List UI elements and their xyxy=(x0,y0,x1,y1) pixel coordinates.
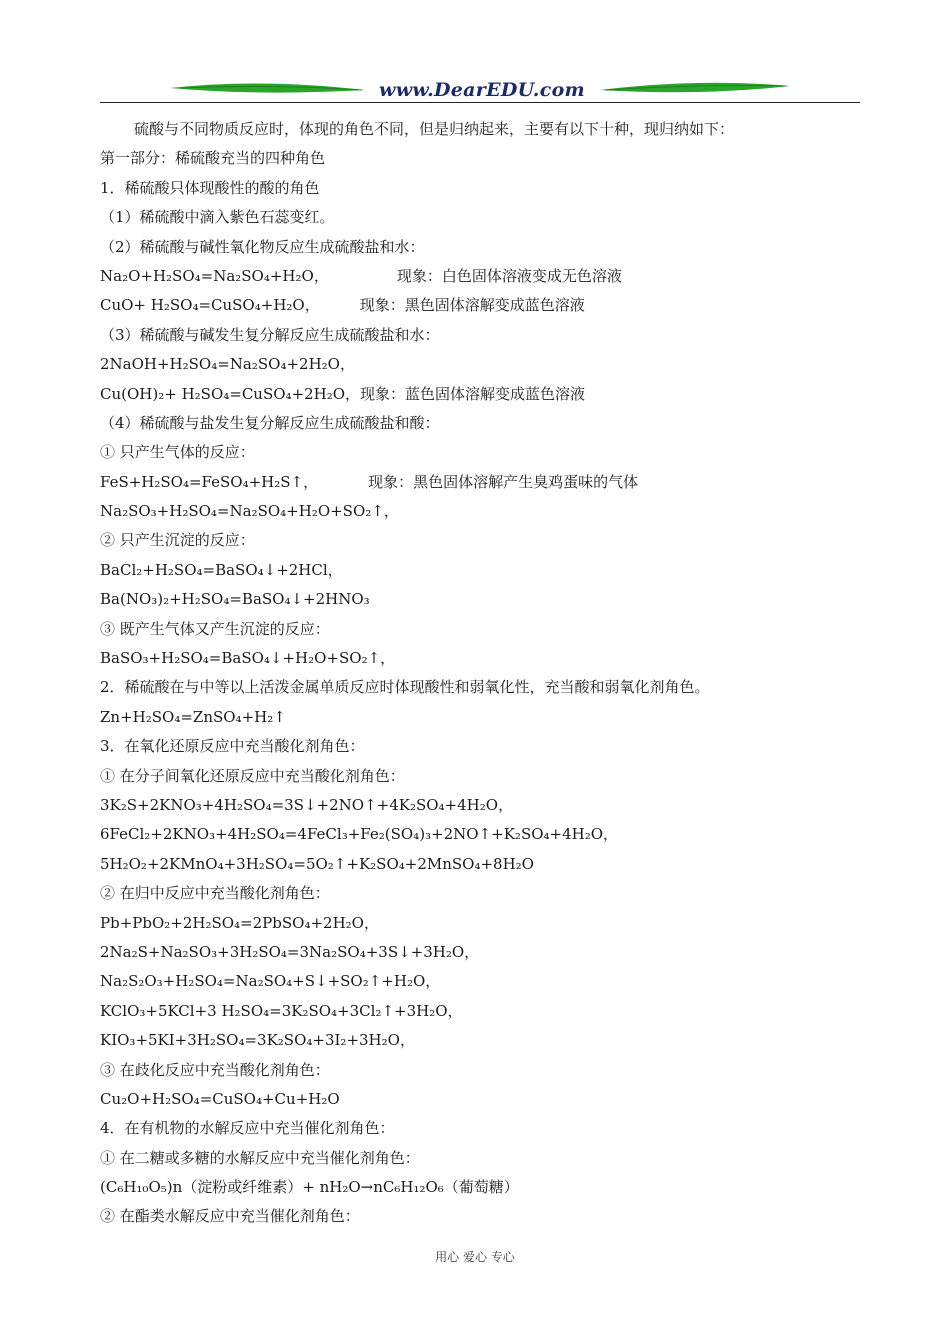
phenomenon-note: 现象：黑色固体溶解变成蓝色溶液 xyxy=(359,296,585,315)
line-text: 4．在有机物的水解反应中充当催化剂角色： xyxy=(100,1119,395,1138)
text-line xyxy=(100,262,860,291)
phenomenon-note: 现象：白色固体溶液变成无色溶液 xyxy=(396,266,622,285)
line-text: （2）稀硫酸与碱性氧化物反应生成硫酸盐和水： xyxy=(100,237,425,256)
text-line xyxy=(100,468,860,497)
text-line xyxy=(100,879,860,908)
text-line xyxy=(100,291,860,320)
text-line xyxy=(100,850,860,879)
text-line xyxy=(100,203,860,232)
text-line xyxy=(100,350,860,379)
line-text: Ba(NO₃)₂+H₂SO₄=BaSO₄↓+2HNO₃ xyxy=(100,590,370,609)
line-text: 2NaOH+H₂SO₄=Na₂SO₄+2H₂O， xyxy=(100,355,355,374)
page-header xyxy=(100,74,860,104)
line-text: KClO₃+5KCl+3 H₂SO₄=3K₂SO₄+3Cl₂↑+3H₂O， xyxy=(100,1001,463,1020)
line-text: CuO+ H₂SO₄=CuSO₄+H₂O， xyxy=(100,296,320,315)
text-line xyxy=(100,762,860,791)
line-text: BaSO₃+H₂SO₄=BaSO₄↓+H₂O+SO₂↑， xyxy=(100,649,396,668)
line-text: 5H₂O₂+2KMnO₄+3H₂SO₄=5O₂↑+K₂SO₄+2MnSO₄+8H₂O xyxy=(100,854,534,873)
site-logo-text: www.DearEDU.com xyxy=(379,79,585,101)
line-text: 2Na₂S+Na₂SO₃+3H₂SO₄=3Na₂SO₄+3S↓+3H₂O， xyxy=(100,942,480,961)
line-text: Na₂O+H₂SO₄=Na₂SO₄+H₂O， xyxy=(100,266,329,285)
line-text: 3．在氧化还原反应中充当酸化剂角色： xyxy=(100,737,365,756)
text-line xyxy=(100,1085,860,1114)
line-text: KIO₃+5KI+3H₂SO₄=3K₂SO₄+3I₂+3H₂O， xyxy=(100,1031,415,1050)
text-line xyxy=(100,438,860,467)
line-text: Zn+H₂SO₄=ZnSO₄+H₂↑ xyxy=(100,707,286,726)
text-line xyxy=(100,997,860,1026)
text-line xyxy=(100,703,860,732)
text-line xyxy=(100,409,860,438)
text-line xyxy=(100,1056,860,1085)
line-text: ① 只产生气体的反应： xyxy=(100,443,255,462)
line-text: 第一部分：稀硫酸充当的四种角色 xyxy=(100,149,326,168)
text-line xyxy=(100,556,860,585)
text-line xyxy=(100,144,860,173)
document-body xyxy=(100,115,860,1232)
header-divider xyxy=(100,102,860,103)
text-line xyxy=(100,1144,860,1173)
line-text: 3K₂S+2KNO₃+4H₂SO₄=3S↓+2NO↑+4K₂SO₄+4H₂O， xyxy=(100,795,514,814)
line-text: Cu₂O+H₂SO₄=CuSO₄+Cu+H₂O xyxy=(100,1089,340,1108)
text-line xyxy=(100,380,860,409)
text-line xyxy=(100,967,860,996)
text-line xyxy=(100,673,860,702)
line-text: 硫酸与不同物质反应时，体现的角色不同，但是归纳起来，主要有以下十种，现归纳如下： xyxy=(134,120,735,138)
line-text: ① 在分子间氧化还原反应中充当酸化剂角色： xyxy=(100,766,405,785)
text-line xyxy=(100,615,860,644)
line-text: Pb+PbO₂+2H₂SO₄=2PbSO₄+2H₂O， xyxy=(100,913,379,932)
text-line xyxy=(100,526,860,555)
text-line xyxy=(100,1026,860,1055)
phenomenon-note: 现象：黑色固体溶解产生臭鸡蛋味的气体 xyxy=(368,472,639,491)
text-line xyxy=(100,174,860,203)
line-text: ③ 既产生气体又产生沉淀的反应： xyxy=(100,619,330,638)
line-text: （3）稀硫酸与碱发生复分解反应生成硫酸盐和水： xyxy=(100,325,440,344)
text-line xyxy=(100,909,860,938)
line-text: ② 在归中反应中充当酸化剂角色： xyxy=(100,884,330,903)
line-text: ③ 在歧化反应中充当酸化剂角色： xyxy=(100,1060,330,1079)
line-text: （4）稀硫酸与盐发生复分解反应生成硫酸盐和酸： xyxy=(100,413,440,432)
line-text: FeS+H₂SO₄=FeSO₄+H₂S↑， xyxy=(100,472,319,491)
text-line xyxy=(100,820,860,849)
line-text: （1）稀硫酸中滴入紫色石蕊变红。 xyxy=(100,208,335,227)
line-text: 1．稀硫酸只体现酸性的酸的角色 xyxy=(100,178,320,197)
text-line xyxy=(100,497,860,526)
text-line xyxy=(100,1173,860,1202)
line-text: 2．稀硫酸在与中等以上活泼金属单质反应时体现酸性和弱氧化性，充当酸和弱氧化剂角色。 xyxy=(100,678,710,697)
text-line xyxy=(100,732,860,761)
line-text: ① 在二糖或多糖的水解反应中充当催化剂角色： xyxy=(100,1148,420,1167)
line-text: Na₂SO₃+H₂SO₄=Na₂SO₄+H₂O+SO₂↑， xyxy=(100,502,399,521)
line-text: ② 只产生沉淀的反应： xyxy=(100,531,255,550)
text-line xyxy=(100,321,860,350)
text-line xyxy=(100,115,860,144)
line-text: Na₂S₂O₃+H₂SO₄=Na₂SO₄+S↓+SO₂↑+H₂O， xyxy=(100,972,441,991)
text-line xyxy=(100,938,860,967)
line-text: ② 在酯类水解反应中充当催化剂角色： xyxy=(100,1207,360,1226)
line-text: 6FeCl₂+2KNO₃+4H₂SO₄=4FeCl₃+Fe₂(SO₄)₃+2NO↑+K₂SO₄+4H₂O， xyxy=(100,825,619,844)
text-line xyxy=(100,1202,860,1231)
line-text: Cu(OH)₂+ H₂SO₄=CuSO₄+2H₂O，现象：蓝色固体溶解变成蓝色溶液 xyxy=(100,384,586,403)
text-line xyxy=(100,1114,860,1143)
text-line xyxy=(100,644,860,673)
line-text: (C₆H₁₀O₅)n（淀粉或纤维素）+ nH₂O→nC₆H₁₂O₆（葡萄糖） xyxy=(100,1178,519,1197)
line-text: BaCl₂+H₂SO₄=BaSO₄↓+2HCl， xyxy=(100,560,343,579)
page-footer: 用心 爱心 专心 xyxy=(435,1250,515,1264)
text-line xyxy=(100,791,860,820)
text-line xyxy=(100,585,860,614)
text-line xyxy=(100,233,860,262)
